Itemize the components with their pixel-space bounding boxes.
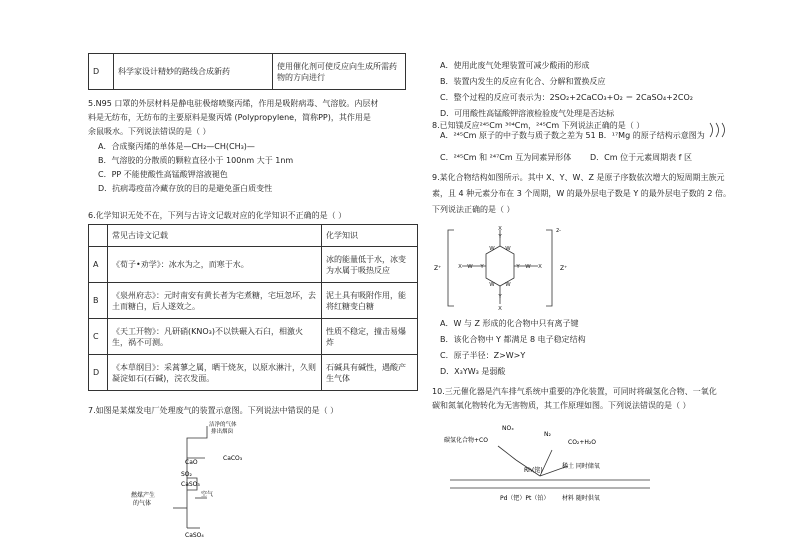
atom-label-x: X [538, 264, 542, 270]
atom-label-w: W [489, 282, 495, 288]
q5-option-d: D．抗病毒疫苗冷藏存放的目的是避免蛋白质变性 [98, 184, 273, 193]
atom-label-x: X [498, 306, 502, 312]
q6-header-record: 常见古诗文记载 [108, 225, 322, 247]
charge-label: 2- [556, 228, 561, 234]
q6-stem: 6.化学知识无处不在，下列与古诗文记载对应的化学知识不正确的是（ ） [88, 211, 347, 220]
q10-diagram [440, 420, 665, 530]
atom-label-y: Y [498, 234, 502, 240]
q8-option-d: D．Cm 位于元素周期表 f 区 [590, 153, 692, 162]
q6-row-knowledge: 石碱具有碱性，遇酸产生气体 [322, 355, 418, 391]
q6-row-record: 《泉州府志》：元时南安有黄长者为宅煮糖，宅垣忽坏，去土而糖白，后人遂效之。 [108, 283, 322, 319]
q5-stem-line1: 5.N95 口罩的外层材料是静电驻极熔喷聚丙烯，作用是吸附病毒、气溶胶。内层材 [88, 99, 379, 108]
atom-structure-icon [705, 120, 729, 140]
table-row-label: D [89, 54, 114, 90]
q7-option-d: D．可用酸性高锰酸钾溶液检验废气处理是否达标 [440, 109, 615, 118]
q7-label-caso3: CaSO₃ [181, 481, 200, 488]
q10-label-rh: Rh(铑) [524, 467, 543, 474]
q9-option-a: A．W 与 Z 形成的化合物中只有离子键 [440, 319, 579, 328]
q8-options-ab: A．²⁴⁵Cm 原子的中子数与质子数之差为 51 B．¹⁷Mg 的原子结构示意图为 [440, 131, 705, 140]
q7-label-coal-gas-1: 燃煤产生 [131, 492, 156, 499]
q6-row-label: C [89, 319, 108, 355]
cation-right: Z⁺ [560, 265, 568, 272]
q10-stem-line2: 碳和氮氧化物转化为无害物质，其工作原理如图。下列说法错误的是（ ） [432, 401, 691, 410]
q8-stem: 8.已知镁反应²⁴⁵Cm ³⁰⁴Cm，²⁴⁵Cm 下列说法正确的是（ ） [432, 121, 645, 130]
q9-stem-line1: 9.某化合物结构如图所示。其中 X、Y、W、Z 是原子序数依次增大的短周期主族元 [432, 173, 725, 182]
atom-label-x: X [498, 226, 502, 232]
q9-structure [432, 224, 572, 312]
q6-row-knowledge: 泥土具有吸附作用，能将红糖变白糖 [322, 283, 418, 319]
q9-stem-line2: 素，且 4 种元素分布在 3 个周期，W 的最外层电子数是 Y 的最外层电子数的 2 倍。 [432, 189, 731, 198]
atom-label-x: X [458, 264, 462, 270]
q10-label-n2: N₂ [544, 431, 551, 438]
atom-label-y: Y [516, 264, 520, 270]
q9-option-d: D．X₃YW₃ 是弱酸 [440, 367, 506, 376]
q6-row-record: 《天工开物》：凡研硝(KNO₃)不以铁碾入石臼，相激火生，祸不可测。 [108, 319, 322, 355]
q6-row-record: 《本草纲目》：采蒿蓼之属，晒干烧灰，以原水淋汁，久则凝淀如石(石碱)，浣衣发面。 [108, 355, 322, 391]
cation-left: Z⁺ [434, 265, 442, 272]
q7-label-coal-gas-2: 的气体 [133, 500, 152, 507]
q10-label-material: 材料 随时供氧 [562, 495, 600, 502]
q7-option-c: C．整个过程的反应可表示为：2SO₂+2CaCO₃+O₂ ＝ 2CaSO₄+2CO₂ [440, 93, 693, 102]
q10-stem-line1: 10.三元催化器是汽车排气系统中重要的净化装置，可同时将碳氢化合物、一氧化 [432, 387, 717, 396]
atom-label-w: W [505, 246, 511, 252]
q6-row-label: D [89, 355, 108, 391]
atom-label-w: W [525, 264, 531, 270]
q9-option-b: B．该化合物中 Y 都满足 8 电子稳定结构 [440, 335, 586, 344]
q7-label-so2: SO₂ [181, 471, 192, 478]
atom-label-w: W [505, 282, 511, 288]
q7-option-b: B．装置内发生的反应有化合、分解和置换反应 [440, 77, 606, 86]
q5-stem-line3: 余鼠吸水。下列说法错误的是（ ） [88, 127, 211, 136]
q6-row-label: A [89, 247, 108, 283]
q10-label-co2-h2o: CO₂+H₂O [568, 439, 596, 446]
table-row-record: 科学家设计精妙的路线合成新药 [114, 54, 273, 90]
atom-label-w: W [489, 246, 495, 252]
q8-option-c: C．²⁴⁵Cm 和 ²⁴⁷Cm 互为同素异形体 [440, 153, 572, 162]
q5-stem-line2: 料是无纺布，无纺布的主要原料是聚丙烯 (Polypropylene，简称PP)，其作用是 [88, 113, 371, 122]
q5-option-a: A．合成聚丙烯的单体是—CH₂—CH(CH₃)— [98, 142, 255, 151]
q7-label-chimney: 排出烟囱 [211, 429, 234, 435]
q6-row-knowledge: 冰的能量低于水，冰变为水属于吸热反应 [322, 247, 418, 283]
q7-label-caso4: CaSO₄ [185, 532, 204, 538]
q10-label-rare-earth: 稀土 同时储氧 [562, 463, 600, 470]
q6-table [88, 224, 418, 391]
q6-row-knowledge: 性质不稳定，撞击易爆炸 [322, 319, 418, 355]
q7-label-air: 空气 [201, 491, 214, 498]
q7-label-caco3: CaCO₃ [223, 455, 243, 462]
q10-label-pd-pt: Pd（钯）Pt（铂） [500, 495, 550, 502]
q10-label-hc-co: 碳氢化合物+CO [444, 437, 488, 444]
q5-option-b: B．气溶胶的分散质的颗粒直径小于 100nm 大于 1nm [98, 156, 294, 165]
q6-row-label: B [89, 283, 108, 319]
atom-label-y: Y [480, 264, 484, 270]
q5-option-c: C．PP 不能使酸性高锰酸钾溶液褪色 [98, 170, 228, 179]
q9-stem-line3: 下列说法正确的是（ ） [432, 205, 515, 214]
q7-label-cao: CaO [185, 459, 198, 466]
table-row-knowledge: 使用催化剂可使反应向生成所需药物的方向进行 [273, 54, 406, 90]
q7-diagram [125, 418, 260, 538]
q6-header-knowledge: 化学知识 [322, 225, 418, 247]
q7-label-clean-gas: 洁净的气体 [209, 422, 237, 428]
q9-option-c: C．原子半径：Z>W>Y [440, 351, 526, 360]
q7-stem: 7.如图是某煤发电厂处理废气的装置示意图。下列说法中错误的是（ ） [88, 406, 339, 415]
atom-label-w: W [467, 264, 473, 270]
q6-row-record: 《荀子•劝学》：冰水为之，而寒于水。 [108, 247, 322, 283]
prev-question-table [88, 53, 406, 90]
atom-label-y: Y [498, 294, 502, 300]
q10-label-nox: NOₓ [502, 425, 514, 432]
q7-option-a: A．使用此废气处理装置可减少酸雨的形成 [440, 61, 590, 70]
